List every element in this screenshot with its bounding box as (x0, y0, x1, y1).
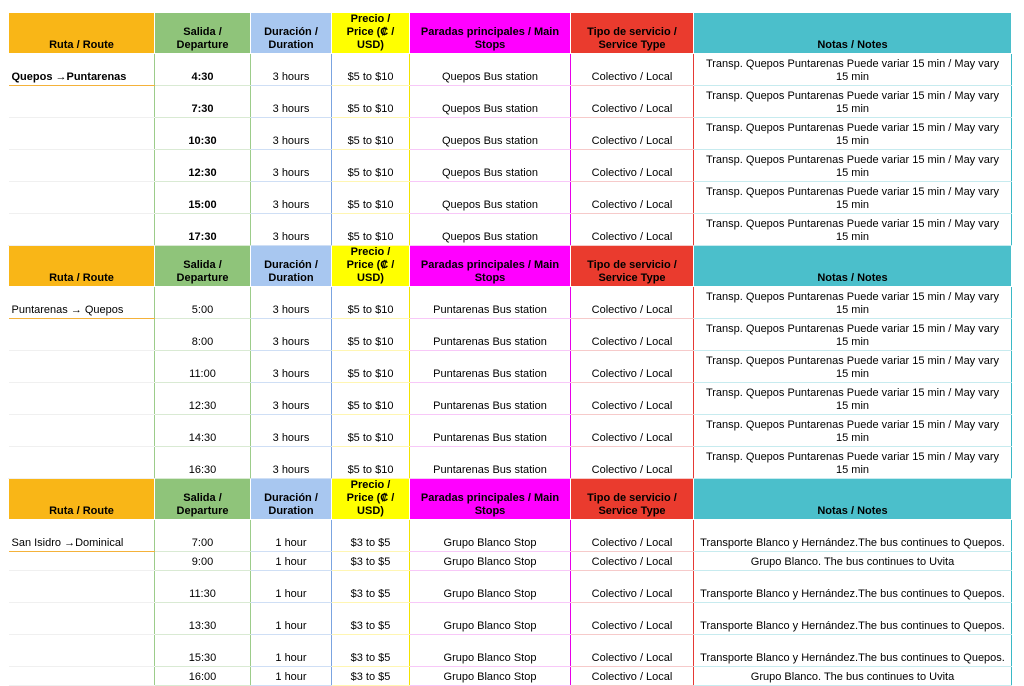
main-stop: Quepos Bus station (410, 150, 571, 182)
schedule-row (9, 54, 1012, 86)
departure-time: 7:30 (155, 86, 251, 118)
trip-duration: 3 hours (251, 214, 332, 246)
price-header: Precio / Price (₡ / USD) (332, 479, 410, 520)
route-cell-empty (9, 86, 155, 118)
schedule-row (9, 287, 1012, 319)
trip-notes: Transp. Quepos Puntarenas Puede variar 15 min / May vary 15 min (694, 351, 1012, 383)
trip-notes: Transporte Blanco y Hernández.The bus continues to Quepos. (694, 520, 1012, 552)
schedule-row (9, 552, 1012, 571)
main-stop: Grupo Blanco Stop (410, 552, 571, 571)
header-row (9, 13, 1012, 54)
service-type: Colectivo / Local (571, 667, 694, 686)
duration-header: Duración / Duration (251, 13, 332, 54)
service-type: Colectivo / Local (571, 150, 694, 182)
main-stops-header: Paradas principales / Main Stops (410, 246, 571, 287)
bus-schedule-table (8, 12, 1012, 686)
ticket-price: $3 to $5 (332, 552, 410, 571)
main-stop: Quepos Bus station (410, 54, 571, 86)
trip-notes: Transp. Quepos Puntarenas Puede variar 15 min / May vary 15 min (694, 214, 1012, 246)
departure-header: Salida / Departure (155, 246, 251, 287)
service-type: Colectivo / Local (571, 415, 694, 447)
ticket-price: $5 to $10 (332, 150, 410, 182)
main-stop: Grupo Blanco Stop (410, 667, 571, 686)
main-stop: Grupo Blanco Stop (410, 571, 571, 603)
route-header: Ruta / Route (9, 479, 155, 520)
route-cell-empty (9, 118, 155, 150)
route-cell-empty (9, 667, 155, 686)
departure-header: Salida / Departure (155, 479, 251, 520)
notes-header: Notas / Notes (694, 246, 1012, 287)
schedule-row (9, 351, 1012, 383)
departure-time: 16:00 (155, 667, 251, 686)
trip-notes: Transporte Blanco y Hernández.The bus continues to Quepos. (694, 571, 1012, 603)
header-row (9, 479, 1012, 520)
departure-time: 13:30 (155, 603, 251, 635)
main-stop: Puntarenas Bus station (410, 383, 571, 415)
ticket-price: $3 to $5 (332, 520, 410, 552)
trip-duration: 3 hours (251, 415, 332, 447)
departure-time: 16:30 (155, 447, 251, 479)
schedule-row (9, 635, 1012, 667)
schedule-row (9, 214, 1012, 246)
price-header: Precio / Price (₡ / USD) (332, 13, 410, 54)
service-type: Colectivo / Local (571, 287, 694, 319)
notes-header: Notas / Notes (694, 479, 1012, 520)
trip-duration: 3 hours (251, 54, 332, 86)
schedule-row (9, 603, 1012, 635)
ticket-price: $5 to $10 (332, 118, 410, 150)
route-cell-empty (9, 182, 155, 214)
trip-notes: Grupo Blanco. The bus continues to Uvita (694, 552, 1012, 571)
duration-header: Duración / Duration (251, 479, 332, 520)
schedule-row (9, 182, 1012, 214)
schedule-row (9, 86, 1012, 118)
main-stop: Grupo Blanco Stop (410, 520, 571, 552)
departure-time: 17:30 (155, 214, 251, 246)
departure-time: 5:00 (155, 287, 251, 319)
route-name: Puntarenas → Quepos (9, 287, 155, 319)
trip-duration: 3 hours (251, 383, 332, 415)
trip-duration: 1 hour (251, 571, 332, 603)
ticket-price: $5 to $10 (332, 351, 410, 383)
trip-duration: 3 hours (251, 86, 332, 118)
route-cell-empty (9, 571, 155, 603)
departure-time: 4:30 (155, 54, 251, 86)
trip-duration: 3 hours (251, 287, 332, 319)
ticket-price: $3 to $5 (332, 571, 410, 603)
trip-notes: Transp. Quepos Puntarenas Puede variar 15 min / May vary 15 min (694, 415, 1012, 447)
trip-notes: Transp. Quepos Puntarenas Puede variar 15 min / May vary 15 min (694, 383, 1012, 415)
departure-time: 8:00 (155, 319, 251, 351)
trip-notes: Transp. Quepos Puntarenas Puede variar 15 min / May vary 15 min (694, 447, 1012, 479)
schedule-row (9, 319, 1012, 351)
price-header: Precio / Price (₡ / USD) (332, 246, 410, 287)
departure-time: 15:00 (155, 182, 251, 214)
ticket-price: $5 to $10 (332, 182, 410, 214)
main-stops-header: Paradas principales / Main Stops (410, 479, 571, 520)
route-name: Quepos →Puntarenas (9, 54, 155, 86)
route-cell-empty (9, 603, 155, 635)
header-row (9, 246, 1012, 287)
departure-time: 15:30 (155, 635, 251, 667)
main-stop: Grupo Blanco Stop (410, 635, 571, 667)
trip-duration: 1 hour (251, 603, 332, 635)
schedule-row (9, 520, 1012, 552)
trip-duration: 3 hours (251, 447, 332, 479)
departure-time: 14:30 (155, 415, 251, 447)
service-type: Colectivo / Local (571, 214, 694, 246)
ticket-price: $5 to $10 (332, 383, 410, 415)
service-type: Colectivo / Local (571, 520, 694, 552)
main-stop: Grupo Blanco Stop (410, 603, 571, 635)
schedule-row (9, 447, 1012, 479)
trip-duration: 3 hours (251, 150, 332, 182)
service-type: Colectivo / Local (571, 118, 694, 150)
trip-notes: Transp. Quepos Puntarenas Puede variar 15 min / May vary 15 min (694, 182, 1012, 214)
service-type: Colectivo / Local (571, 447, 694, 479)
departure-time: 10:30 (155, 118, 251, 150)
schedule-row (9, 667, 1012, 686)
route-cell-empty (9, 415, 155, 447)
route-cell-empty (9, 383, 155, 415)
notes-header: Notas / Notes (694, 13, 1012, 54)
trip-duration: 1 hour (251, 520, 332, 552)
main-stop: Quepos Bus station (410, 214, 571, 246)
bus-schedule-sheet (8, 12, 1011, 686)
schedule-row (9, 150, 1012, 182)
trip-duration: 3 hours (251, 351, 332, 383)
schedule-body (9, 13, 1012, 686)
service-type: Colectivo / Local (571, 603, 694, 635)
trip-notes: Transp. Quepos Puntarenas Puede variar 15 min / May vary 15 min (694, 319, 1012, 351)
schedule-row (9, 118, 1012, 150)
ticket-price: $3 to $5 (332, 635, 410, 667)
main-stop: Puntarenas Bus station (410, 415, 571, 447)
service-type: Colectivo / Local (571, 571, 694, 603)
trip-notes: Transporte Blanco y Hernández.The bus continues to Quepos. (694, 635, 1012, 667)
main-stop: Puntarenas Bus station (410, 447, 571, 479)
departure-time: 12:30 (155, 150, 251, 182)
main-stop: Puntarenas Bus station (410, 319, 571, 351)
departure-time: 11:30 (155, 571, 251, 603)
service-type: Colectivo / Local (571, 635, 694, 667)
ticket-price: $5 to $10 (332, 287, 410, 319)
route-cell-empty (9, 552, 155, 571)
main-stop: Puntarenas Bus station (410, 351, 571, 383)
departure-time: 12:30 (155, 383, 251, 415)
ticket-price: $3 to $5 (332, 603, 410, 635)
service-type: Colectivo / Local (571, 319, 694, 351)
route-header: Ruta / Route (9, 13, 155, 54)
service-type-header: Tipo de servicio / Service Type (571, 479, 694, 520)
ticket-price: $5 to $10 (332, 54, 410, 86)
trip-duration: 3 hours (251, 182, 332, 214)
service-type: Colectivo / Local (571, 54, 694, 86)
main-stop: Quepos Bus station (410, 118, 571, 150)
main-stop: Quepos Bus station (410, 86, 571, 118)
route-cell-empty (9, 150, 155, 182)
departure-time: 11:00 (155, 351, 251, 383)
departure-time: 7:00 (155, 520, 251, 552)
trip-notes: Transp. Quepos Puntarenas Puede variar 15 min / May vary 15 min (694, 118, 1012, 150)
trip-duration: 1 hour (251, 635, 332, 667)
service-type: Colectivo / Local (571, 383, 694, 415)
main-stop: Puntarenas Bus station (410, 287, 571, 319)
schedule-row (9, 383, 1012, 415)
trip-notes: Transp. Quepos Puntarenas Puede variar 15 min / May vary 15 min (694, 287, 1012, 319)
route-cell-empty (9, 214, 155, 246)
trip-duration: 1 hour (251, 667, 332, 686)
duration-header: Duración / Duration (251, 246, 332, 287)
service-type-header: Tipo de servicio / Service Type (571, 246, 694, 287)
main-stops-header: Paradas principales / Main Stops (410, 13, 571, 54)
schedule-row (9, 415, 1012, 447)
route-cell-empty (9, 635, 155, 667)
trip-notes: Transp. Quepos Puntarenas Puede variar 15 min / May vary 15 min (694, 86, 1012, 118)
route-cell-empty (9, 319, 155, 351)
route-name: San Isidro →Dominical (9, 520, 155, 552)
service-type: Colectivo / Local (571, 351, 694, 383)
ticket-price: $5 to $10 (332, 415, 410, 447)
trip-duration: 1 hour (251, 552, 332, 571)
service-type: Colectivo / Local (571, 86, 694, 118)
departure-time: 9:00 (155, 552, 251, 571)
route-header: Ruta / Route (9, 246, 155, 287)
trip-notes: Transp. Quepos Puntarenas Puede variar 15 min / May vary 15 min (694, 150, 1012, 182)
trip-notes: Grupo Blanco. The bus continues to Uvita (694, 667, 1012, 686)
schedule-row (9, 571, 1012, 603)
departure-header: Salida / Departure (155, 13, 251, 54)
main-stop: Quepos Bus station (410, 182, 571, 214)
ticket-price: $5 to $10 (332, 447, 410, 479)
trip-notes: Transp. Quepos Puntarenas Puede variar 15 min / May vary 15 min (694, 54, 1012, 86)
ticket-price: $3 to $5 (332, 667, 410, 686)
ticket-price: $5 to $10 (332, 214, 410, 246)
service-type: Colectivo / Local (571, 552, 694, 571)
trip-duration: 3 hours (251, 118, 332, 150)
service-type: Colectivo / Local (571, 182, 694, 214)
trip-notes: Transporte Blanco y Hernández.The bus continues to Quepos. (694, 603, 1012, 635)
ticket-price: $5 to $10 (332, 319, 410, 351)
ticket-price: $5 to $10 (332, 86, 410, 118)
trip-duration: 3 hours (251, 319, 332, 351)
route-cell-empty (9, 447, 155, 479)
service-type-header: Tipo de servicio / Service Type (571, 13, 694, 54)
route-cell-empty (9, 351, 155, 383)
